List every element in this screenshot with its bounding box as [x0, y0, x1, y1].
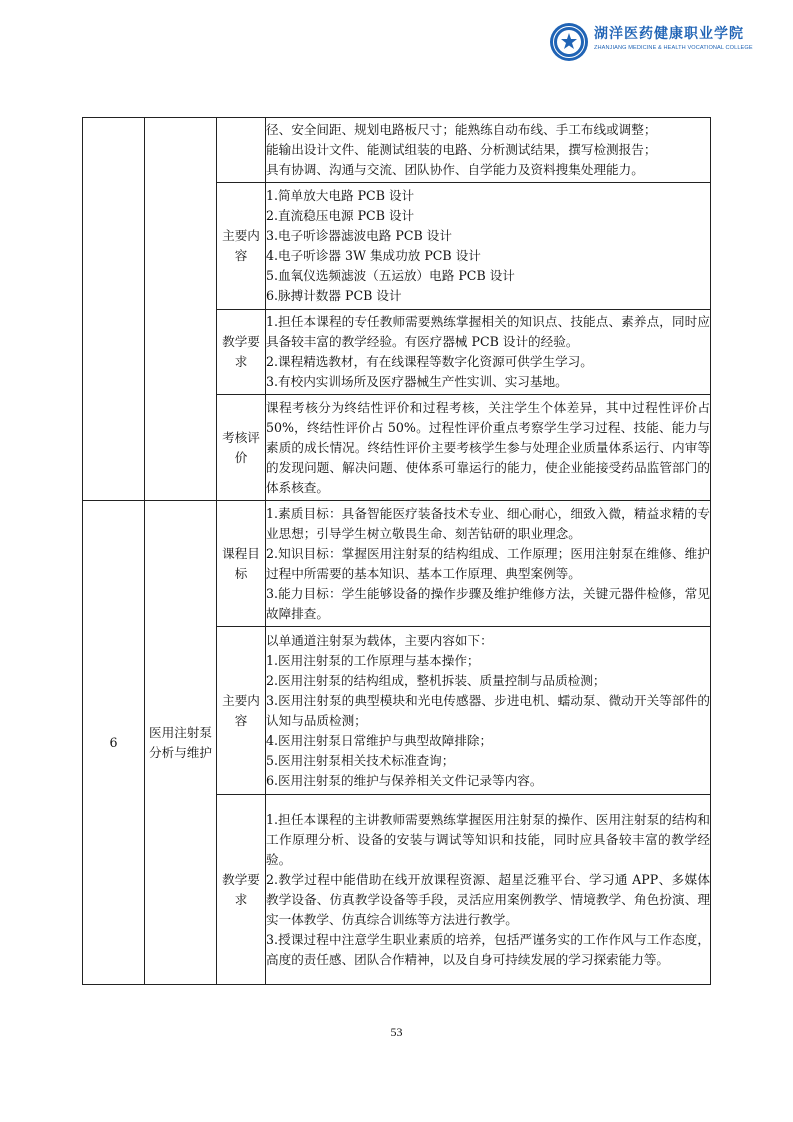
course5-index-cell — [83, 118, 145, 501]
course5-cont-row — [83, 118, 711, 183]
course5-content-label: 主要内容 — [217, 183, 266, 310]
course6-goal-label: 课程目标 — [217, 501, 266, 627]
course6-teaching-text — [266, 795, 711, 985]
list-item: 1.素质目标：具备智能医疗装备技术专业、细心耐心，细致入微，精益求精的专业思想；引导学生树立敬畏生命、刻苦钻研的职业理念。 — [266, 505, 710, 541]
course6-index: 6 — [83, 501, 145, 985]
course5-cont-label — [217, 118, 266, 183]
list-item: 5.血氧仪选频滤波（五运放）电路 PCB 设计 — [266, 268, 515, 283]
college-name-block — [594, 26, 764, 51]
list-item: 1.担任本课程的主讲教师需要熟练掌握医用注射泵的操作、医用注射泵的结构和工作原理分析、设备的安装与调试等知识和技能，同时应具备较丰富的教学经验。 — [266, 811, 710, 867]
college-name-cn: 湖洋医药健康职业学院 — [594, 26, 744, 42]
course5-cont-line: 径、安全间距、规划电路板尺寸；能熟练自动布线、手工布线或调整； — [266, 122, 657, 137]
list-item: 2.教学过程中能借助在线开放课程资源、超星泛雅平台、学习通 APP、多媒体教学设备、仿真教学设备等手段，灵活应用案例教学、情境教学、角色扮演、理实一体教学、仿真综合训练等方法进行教学。 — [266, 871, 710, 927]
course5-assessment-label: 考核评价 — [217, 395, 266, 501]
course5-assessment-text: 课程考核分为终结性评价和过程考核，关注学生个体差异，其中过程性评价占 50%，终结性评价占 50%。过程性评价重点考察学生学习过程、技能、能力与素质的成长情况。终结性评价主要考核学生参与处理企业质量体系运行、内审等的发现问题、解决问题、使体系可靠运行的能力，使企业能接受药品监管部门的体系核查。 — [266, 395, 711, 501]
course5-teaching-label: 教学要求 — [217, 310, 266, 395]
course5-cont-text — [266, 118, 711, 183]
list-item: 1.医用注射泵的工作原理与基本操作； — [266, 652, 480, 668]
college-logo — [549, 22, 589, 62]
list-item: 6.医用注射泵的维护与保养相关文件记录等内容。 — [266, 772, 543, 788]
content-intro: 以单通道注射泵为载体，主要内容如下： — [266, 632, 493, 648]
list-item: 3.有校内实训场所及医疗器械生产性实训、实习基地。 — [266, 374, 568, 389]
list-item: 4.医用注射泵日常维护与典型故障排除； — [266, 732, 493, 748]
course5-cont-line: 具有协调、沟通与交流、团队协作、自学能力及资料搜集处理能力。 — [266, 162, 644, 177]
list-item: 2.课程精选教材，有在线课程等数字化资源可供学生学习。 — [266, 354, 593, 369]
course5-cont-line: 能输出设计文件、能测试组装的电路、分析测试结果，撰写检测报告； — [266, 142, 657, 157]
course6-content-label: 主要内容 — [217, 627, 266, 795]
list-item: 2.知识目标：掌握医用注射泵的结构组成、工作原理；医用注射泵在维修、维护过程中所需要的基本知识、基本工作原理、典型案例等。 — [266, 545, 710, 581]
curriculum-table — [82, 117, 711, 985]
list-item: 3.医用注射泵的典型模块和光电传感器、步进电机、蠕动泵、微动开关等部件的认知与品质检测； — [266, 692, 710, 728]
page-number: 53 — [390, 1025, 403, 1039]
course6-content-text — [266, 627, 711, 795]
list-item: 6.脉搏计数器 PCB 设计 — [266, 288, 402, 303]
course6-name: 医用注射泵分析与维护 — [145, 501, 217, 985]
course5-content-text — [266, 183, 711, 310]
list-item: 3.能力目标：学生能够设备的操作步骤及维护维修方法，关键元器件检修，常见故障排查。 — [266, 585, 710, 621]
list-item: 5.医用注射泵相关技术标准查询； — [266, 752, 455, 768]
list-item: 4.电子听诊器 3W 集成功放 PCB 设计 — [266, 248, 481, 263]
list-item: 2.医用注射泵的结构组成，整机拆装、质量控制与品质检测； — [266, 672, 606, 688]
list-item: 3.授课过程中注意学生职业素质的培养，包括严谨务实的工作作风与工作态度，高度的责任感、团队合作精神，以及自身可持续发展的学习探索能力等。 — [266, 931, 710, 967]
list-item: 1.担任本课程的专任教师需要熟练掌握相关的知识点、技能点、素养点，同时应具备较丰富的教学经验。有医疗器械 PCB 设计的经验。 — [266, 314, 710, 349]
list-item: 1.简单放大电路 PCB 设计 — [266, 188, 415, 203]
course6-teaching-label: 教学要求 — [217, 795, 266, 985]
course5-name-cell — [145, 118, 217, 501]
college-name-en: ZHANJIANG MEDICINE & HEALTH VOCATIONAL COLLEGE — [594, 45, 753, 51]
list-item: 3.电子听诊器滤波电路 PCB 设计 — [266, 228, 452, 243]
course6-goal-row — [83, 501, 711, 627]
list-item: 2.直流稳压电源 PCB 设计 — [266, 208, 415, 223]
course5-teaching-text — [266, 310, 711, 395]
course6-goal-text — [266, 501, 711, 627]
